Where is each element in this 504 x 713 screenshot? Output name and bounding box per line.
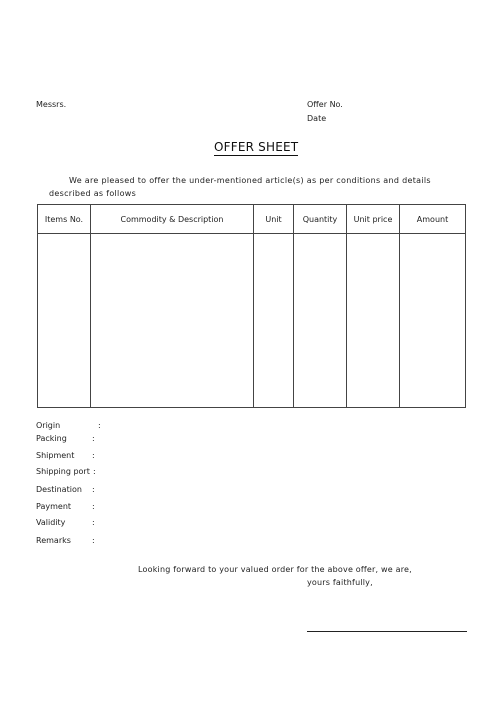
commodity-description-cell[interactable]	[91, 234, 254, 408]
field-colon: :	[92, 451, 95, 460]
column-header-items-no: Items No.	[38, 205, 91, 234]
column-header-commodity-description: Commodity & Description	[91, 205, 254, 234]
field-colon: :	[93, 467, 96, 476]
offer-no-label: Offer No.	[307, 100, 343, 109]
field-label-destination: Destination	[36, 485, 82, 494]
field-label-shipment: Shipment	[36, 451, 75, 460]
unit-price-cell[interactable]	[347, 234, 400, 408]
field-label-shipping-port: Shipping port	[36, 467, 90, 476]
column-header-unit: Unit	[254, 205, 294, 234]
field-colon: :	[92, 536, 95, 545]
field-label-payment: Payment	[36, 502, 72, 511]
unit-cell[interactable]	[254, 234, 294, 408]
signature-line[interactable]	[307, 631, 467, 632]
page-title: OFFER SHEET	[214, 140, 299, 154]
messrs-label: Messrs.	[36, 100, 67, 109]
column-header-amount: Amount	[400, 205, 466, 234]
field-colon: :	[92, 502, 95, 511]
items-no-cell[interactable]	[38, 234, 91, 408]
yours-faithfully-text: yours faithfully,	[307, 578, 373, 587]
intro-text-line-1: We are pleased to offer the under-mentioned article(s) as per conditions and details	[69, 176, 431, 185]
field-colon: :	[92, 434, 95, 443]
field-label-packing: Packing	[36, 434, 67, 443]
column-header-quantity: Quantity	[294, 205, 347, 234]
closing-text: Looking forward to your valued order for the above offer, we are,	[138, 565, 412, 574]
field-colon: :	[98, 421, 101, 430]
field-label-validity: Validity	[36, 518, 66, 527]
table-row	[38, 234, 466, 408]
field-label-origin: Origin	[36, 421, 61, 430]
amount-cell[interactable]	[400, 234, 466, 408]
field-label-remarks: Remarks	[36, 536, 71, 545]
table-header-row	[38, 205, 466, 234]
items-table	[37, 204, 466, 408]
date-label: Date	[307, 114, 327, 123]
column-header-unit-price: Unit price	[347, 205, 400, 234]
field-colon: :	[92, 485, 95, 494]
field-colon: :	[92, 518, 95, 527]
quantity-cell[interactable]	[294, 234, 347, 408]
intro-text-line-2: described as follows	[49, 189, 137, 198]
